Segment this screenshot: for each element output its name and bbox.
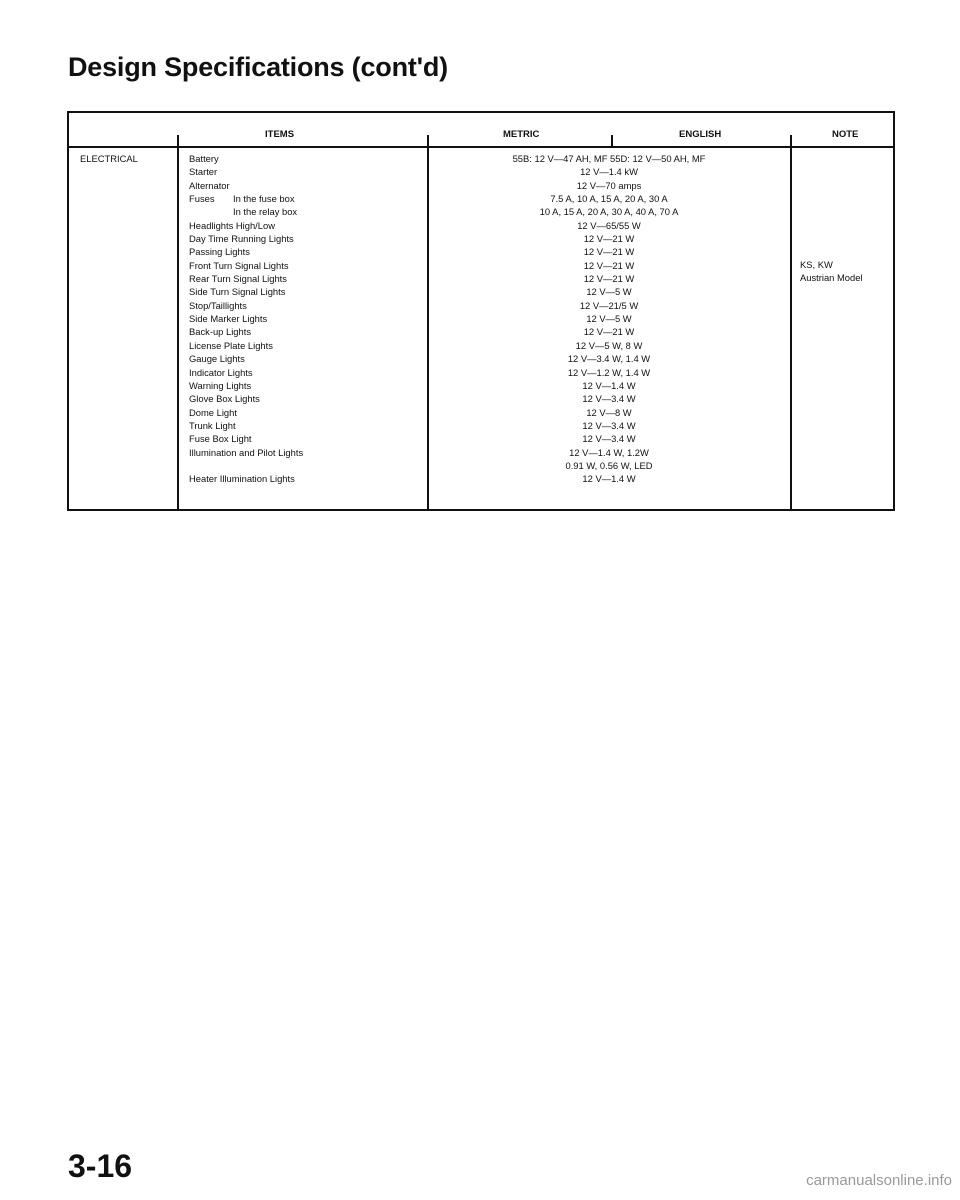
value-trunk-light: 12 V—3.4 W [582, 419, 636, 431]
item-trunk-light: Trunk Light [189, 419, 236, 431]
item-stop-taillights: Stop/Taillights [189, 299, 247, 311]
note-austrian-model: Austrian Model [800, 272, 863, 284]
note-day-time-running-lights: KS, KW [800, 259, 833, 270]
value-illumination-led: 0.91 W, 0.56 W, LED [565, 459, 653, 471]
item-passing-lights: Passing Lights [189, 246, 250, 258]
item-front-turn-signal-lights: Front Turn Signal Lights [189, 259, 289, 271]
item-rear-turn-signal-lights: Rear Turn Signal Lights [189, 273, 287, 285]
values-column [431, 152, 787, 486]
divider-items-values [427, 135, 429, 509]
item-warning-lights: Warning Lights [189, 379, 252, 391]
value-starter: 12 V—1.4 kW [580, 166, 638, 178]
item-headlights: Headlights High/Low [189, 219, 275, 231]
page-number: 3-16 [68, 1148, 133, 1184]
page-title: Design Specifications (cont'd) [68, 52, 448, 82]
watermark: carmanualsonline.info [806, 1172, 952, 1189]
value-indicator-lights: 12 V—1.2 W, 1.4 W [567, 366, 651, 378]
item-side-marker-lights: Side Marker Lights [189, 313, 268, 325]
value-fuse-box-light: 12 V—3.4 W [582, 433, 636, 445]
value-headlights: 12 V—65/55 W [577, 219, 641, 231]
value-day-time-running-lights: 12 V—21 W [583, 233, 635, 245]
divider-metric-english [611, 135, 613, 146]
section-label-electrical: ELECTRICAL [80, 153, 138, 164]
item-license-plate-lights: License Plate Lights [189, 339, 273, 351]
value-illumination-pilot-lights: 12 V—1.4 W, 1.2W [569, 446, 649, 458]
item-fuse-box-light: Fuse Box Light [189, 433, 252, 445]
value-fuses-fuse-box: 7.5 A, 10 A, 15 A, 20 A, 30 A [550, 193, 668, 205]
value-alternator: 12 V—70 amps [576, 179, 642, 191]
item-battery: Battery [189, 153, 219, 164]
item-starter: Starter [189, 166, 218, 178]
item-glove-box-lights: Glove Box Lights [189, 393, 260, 405]
header-items: ITEMS [265, 129, 295, 140]
item-back-up-lights: Back-up Lights [189, 326, 252, 338]
header-note: NOTE [832, 129, 859, 140]
item-fuses: Fuses [189, 193, 215, 205]
item-fuses-sublabel: In the fuse box [233, 193, 295, 205]
value-gauge-lights: 12 V—3.4 W, 1.4 W [567, 353, 651, 365]
value-warning-lights: 12 V—1.4 W [582, 379, 636, 391]
item-heater-illumination-lights: Heater Illumination Lights [189, 473, 295, 485]
value-dome-light: 12 V—8 W [586, 406, 632, 418]
value-stop-taillights: 12 V—21/5 W [579, 299, 639, 311]
divider-section-items [177, 135, 179, 509]
item-day-time-running-lights: Day Time Running Lights [189, 233, 294, 245]
value-glove-box-lights: 12 V—3.4 W [582, 393, 636, 405]
header-english: ENGLISH [679, 129, 722, 140]
value-side-turn-signal-lights: 12 V—5 W [586, 286, 632, 298]
value-battery: 55B: 12 V—47 AH, MF 55D: 12 V—50 AH, MF [512, 153, 706, 164]
note-column [800, 258, 863, 285]
item-alternator: Alternator [189, 179, 230, 191]
item-fuses-fuse-box [189, 192, 303, 205]
item-illumination-pilot-lights: Illumination and Pilot Lights [189, 446, 304, 458]
divider-values-note [790, 135, 792, 509]
specifications-table [67, 111, 895, 511]
item-gauge-lights: Gauge Lights [189, 353, 245, 365]
item-indicator-lights: Indicator Lights [189, 366, 253, 378]
value-side-marker-lights: 12 V—5 W [586, 313, 632, 325]
item-dome-light: Dome Light [189, 406, 237, 418]
header-metric: METRIC [503, 129, 540, 140]
item-fuses-relay-box: In the relay box [233, 206, 298, 218]
value-passing-lights: 12 V—21 W [583, 246, 635, 258]
value-front-turn-signal-lights: 12 V—21 W [583, 259, 635, 271]
value-fuses-relay-box: 10 A, 15 A, 20 A, 30 A, 40 A, 70 A [539, 206, 679, 218]
value-rear-turn-signal-lights: 12 V—21 W [583, 273, 635, 285]
value-back-up-lights: 12 V—21 W [583, 326, 635, 338]
value-heater-illumination-lights: 12 V—1.4 W [582, 473, 636, 485]
item-blank-row [189, 459, 303, 472]
table-header-row [69, 113, 893, 148]
value-license-plate-lights: 12 V—5 W, 8 W [575, 339, 643, 351]
items-column [189, 152, 303, 486]
item-side-turn-signal-lights: Side Turn Signal Lights [189, 286, 286, 298]
